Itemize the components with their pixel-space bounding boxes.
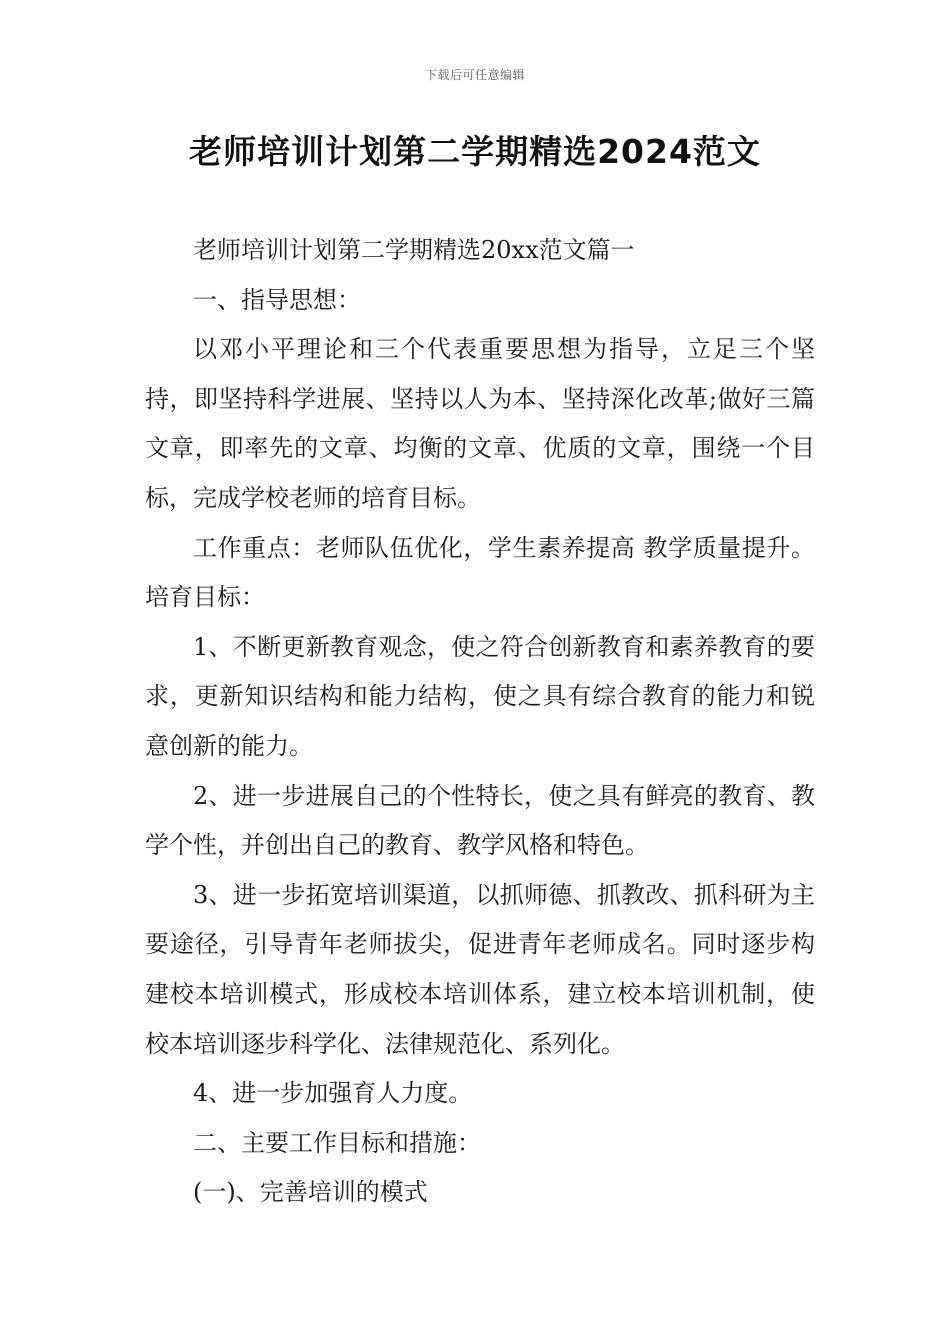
paragraph-goal-4: 4、进一步加强育人力度。 [193, 1079, 473, 1108]
paragraph-guiding-thought: 以邓小平理论和三个代表重要思想为指导，立足三个坚持，即坚持科学进展、坚持以人为本、坚持深化改革;做好三篇文章，即率先的文章、均衡的文章、优质的文章，围绕一个目标，完成学校老师的培育目标。 [145, 335, 815, 512]
paragraph-goal-3: 3、进一步拓宽培训渠道，以抓师德、抓教改、抓科研为主要途径，引导青年老师拔尖，促进青年老师成名。同时逐步构建校本培训模式，形成校本培训体系，建立校本培训机制，使校本培训逐步科学化、法律规范化、系列化。 [145, 880, 815, 1058]
document-body [145, 226, 815, 1218]
paragraph-subheading-training-mode: (一)、完善培训的模式 [193, 1178, 428, 1207]
paragraph-goal-2: 2、进一步进展自己的个性特长，使之具有鲜亮的教育、教学个性，并创出自己的教育、教学风格和特色。 [145, 781, 815, 860]
paragraph-goal-1: 1、不断更新教育观念，使之符合创新教育和素养教育的要求，更新知识结构和能力结构，使之具有综合教育的能力和锐意创新的能力。 [145, 632, 815, 760]
paragraph-work-focus: 工作重点：老师队伍优化，学生素养提高 教学质量提升。 培育目标： [145, 533, 815, 612]
paragraph-heading-measures: 二、主要工作目标和措施： [193, 1128, 481, 1157]
document-title: 老师培训计划第二学期精选2024范文 [189, 132, 761, 171]
header-note: 下载后可任意编辑 [424, 68, 525, 82]
paragraph-heading-guiding-thought: 一、指导思想： [193, 285, 361, 314]
paragraph-subtitle: 老师培训计划第二学期精选20xx范文篇一 [193, 236, 635, 264]
